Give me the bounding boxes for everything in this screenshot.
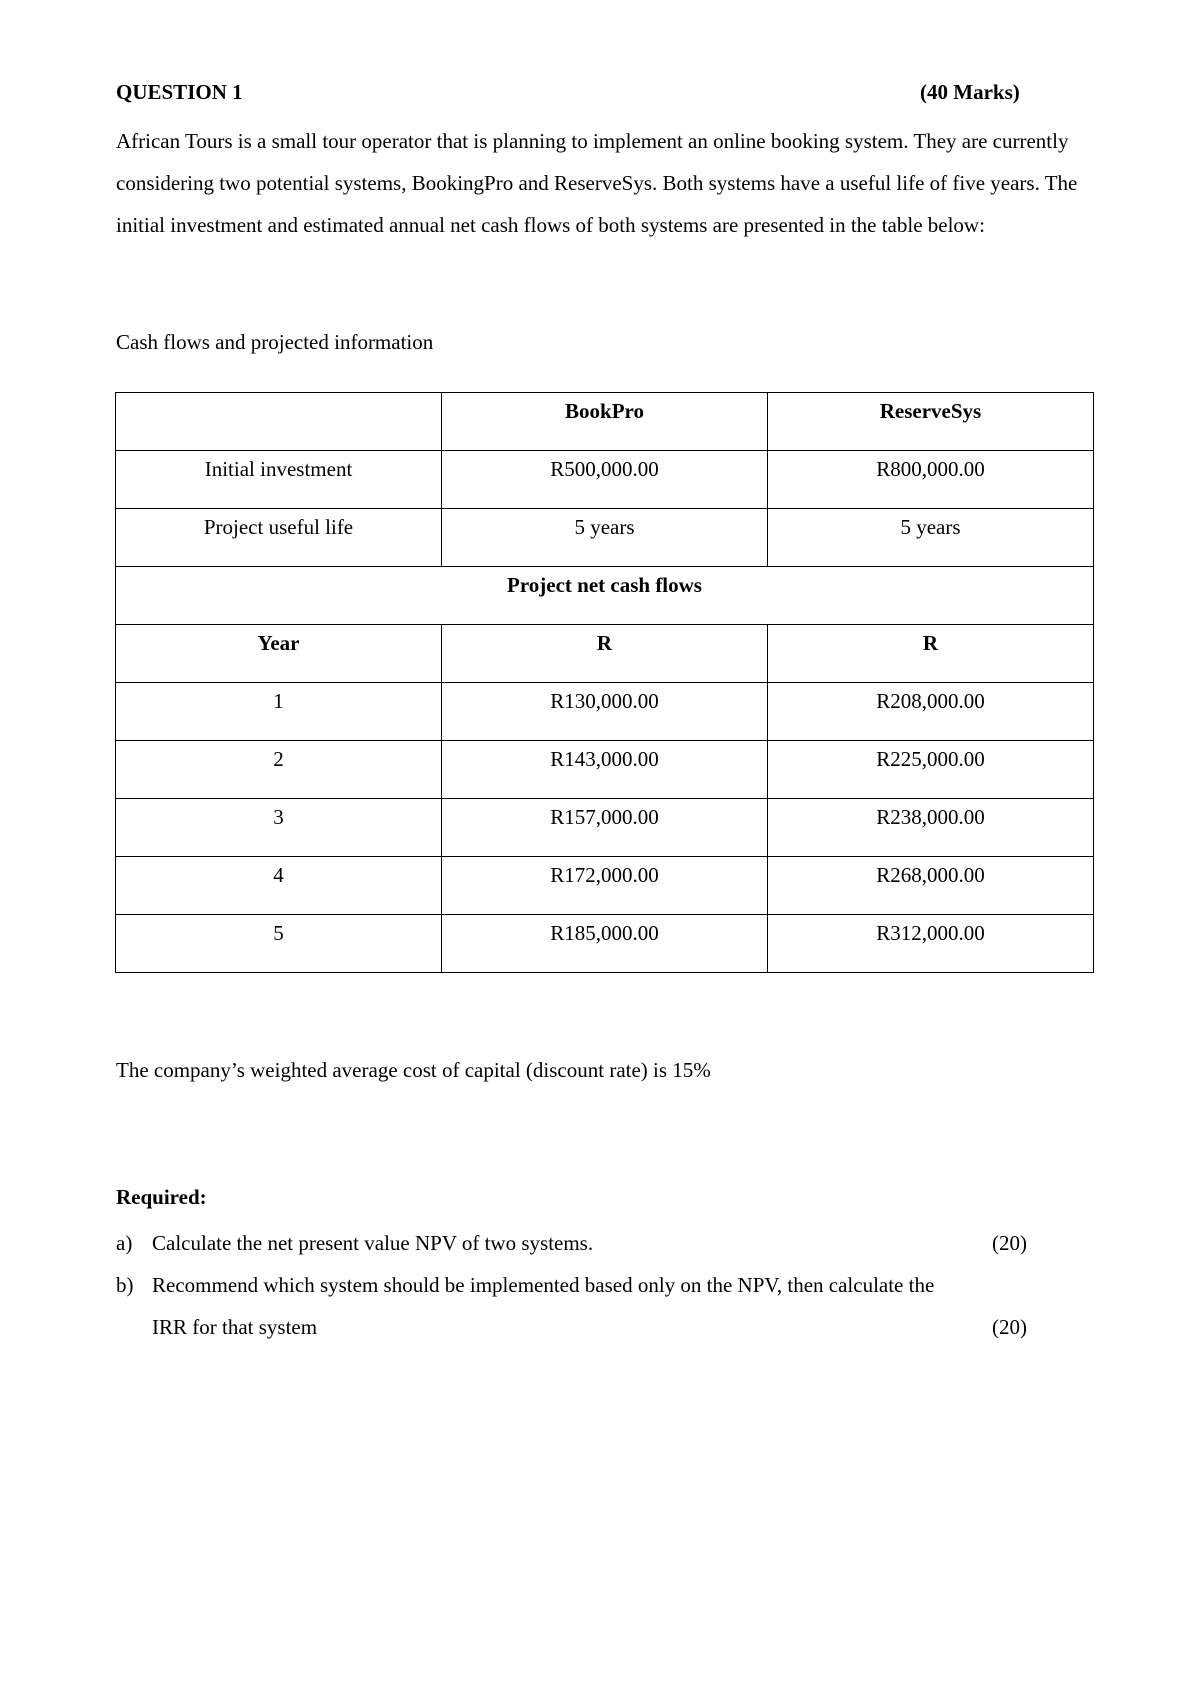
table-cell: R800,000.00	[768, 451, 1094, 509]
table-cell: R172,000.00	[442, 857, 768, 915]
cash-header-row	[116, 625, 1094, 683]
table-cell: R500,000.00	[442, 451, 768, 509]
required-item-b	[116, 1264, 1036, 1348]
table-cell: 5	[116, 915, 442, 973]
section-title-row	[116, 567, 1094, 625]
header-cell-empty	[116, 393, 442, 451]
table-cell: R225,000.00	[768, 741, 1094, 799]
cash-header-reservesys: R	[768, 625, 1094, 683]
required-item-letter: b)	[116, 1273, 134, 1297]
table-cell: R157,000.00	[442, 799, 768, 857]
table-cell: 3	[116, 799, 442, 857]
question-marks: (40 Marks)	[920, 80, 1020, 104]
required-item-text: Recommend which system should be implemented based only on the NPV, then calculate the	[152, 1273, 935, 1297]
cash-flow-table	[115, 392, 1094, 973]
table-header-row	[116, 393, 1094, 451]
section-title-cell: Project net cash flows	[116, 567, 1094, 625]
table-row	[116, 857, 1094, 915]
required-item-text: Calculate the net present value NPV of two systems.	[152, 1231, 594, 1255]
cash-header-bookpro: R	[442, 625, 768, 683]
table-cell: Project useful life	[116, 509, 442, 567]
cash-header-year: Year	[116, 625, 442, 683]
required-item-marks: (20)	[992, 1231, 1027, 1255]
table-cell: R185,000.00	[442, 915, 768, 973]
required-item-marks: (20)	[992, 1315, 1027, 1339]
table-cell: 2	[116, 741, 442, 799]
table-row	[116, 741, 1094, 799]
header-cell-bookpro: BookPro	[442, 393, 768, 451]
required-item-text-continued: IRR for that system	[152, 1315, 318, 1339]
table-row	[116, 915, 1094, 973]
table-cell: 1	[116, 683, 442, 741]
table-row	[116, 451, 1094, 509]
table-cell: 5 years	[768, 509, 1094, 567]
table-cell: R130,000.00	[442, 683, 768, 741]
intro-paragraph: African Tours is a small tour operator that is planning to implement an online booking system. They are currently considering two potential systems, BookingPro and ReserveSys. Both systems have a useful life of five years. The initial investment and estimated annual net cash flows of both systems are presented in the table below:	[116, 129, 1078, 237]
required-item-a	[116, 1222, 1036, 1264]
table-cell: R238,000.00	[768, 799, 1094, 857]
table-cell: 4	[116, 857, 442, 915]
table-cell: Initial investment	[116, 451, 442, 509]
question-header	[116, 80, 1036, 105]
header-cell-reservesys: ReserveSys	[768, 393, 1094, 451]
table-cell: R143,000.00	[442, 741, 768, 799]
required-heading: Required:	[116, 1185, 207, 1209]
table-cell: R208,000.00	[768, 683, 1094, 741]
table-cell: R312,000.00	[768, 915, 1094, 973]
table-row	[116, 683, 1094, 741]
table-caption: Cash flows and projected information	[116, 330, 434, 354]
required-item-letter: a)	[116, 1231, 133, 1255]
table-row	[116, 799, 1094, 857]
table-row	[116, 509, 1094, 567]
table-cell: 5 years	[442, 509, 768, 567]
wacc-statement: The company’s weighted average cost of capital (discount rate) is 15%	[116, 1058, 711, 1082]
question-title: QUESTION 1	[116, 80, 243, 104]
table-cell: R268,000.00	[768, 857, 1094, 915]
